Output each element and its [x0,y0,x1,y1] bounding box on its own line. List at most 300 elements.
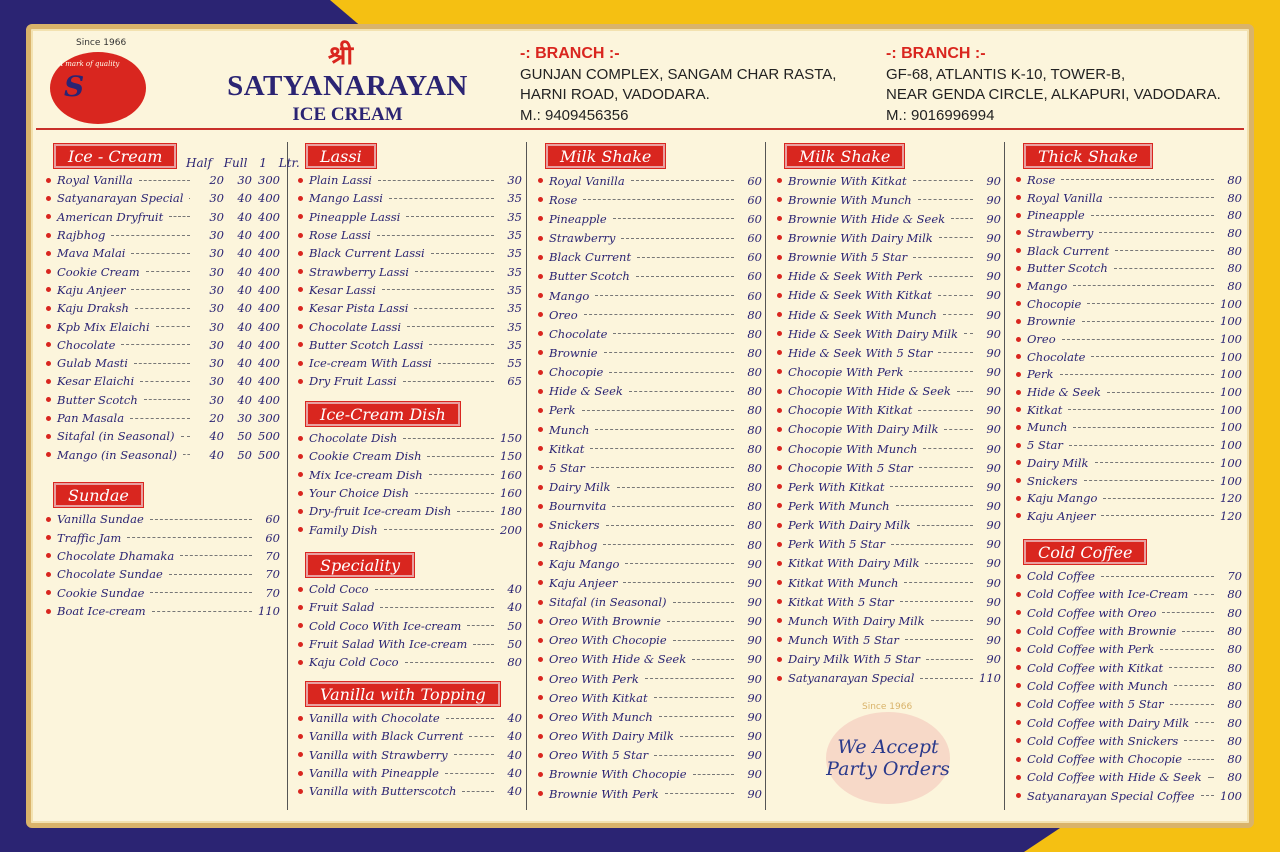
bullet-icon [1016,478,1021,483]
item-price: 30 [209,282,224,297]
item-price: 80 [1227,190,1242,205]
page-subtitle: ICE CREAM [292,104,403,125]
menu-section [292,402,522,539]
dotted-leader [603,544,734,545]
menu-item [1010,383,1242,401]
dotted-leader [923,448,973,449]
menu-section [1010,144,1242,525]
dotted-leader [939,237,973,238]
bullet-icon [538,178,543,183]
column-divider [765,142,766,810]
menu-item [292,281,522,299]
item-name: Kitkat [1027,402,1063,417]
item-price: 80 [747,307,762,322]
menu-item [1010,604,1242,622]
menu-item [532,363,762,382]
item-name: Perk [1027,367,1054,382]
dotted-leader [1195,722,1214,723]
bullet-icon [1016,354,1021,359]
dotted-leader [146,271,190,272]
bullet-icon [777,312,782,317]
menu-item [532,497,762,516]
bullet-icon [777,523,782,528]
bullet-icon [46,342,51,347]
item-price: 40 [507,766,522,781]
menu-item [292,447,522,465]
item-name: Cold Coffee with Munch [1027,678,1169,693]
item-name: Kaju Draksh [57,301,129,316]
item-price: 40 [507,729,522,744]
dotted-leader [667,621,734,622]
menu-item [40,354,280,372]
item-name: Perk With Dairy Milk [788,518,911,533]
menu-item [532,573,762,592]
dotted-leader [929,276,973,277]
menu-item [771,382,1001,401]
item-price: 100 [1220,332,1242,347]
item-prices [196,429,280,443]
menu-item [40,244,280,262]
item-name: Dairy Milk [549,480,611,495]
bullet-icon [538,638,543,643]
menu-item [1010,189,1242,207]
item-name: Cold Coffee with Perk [1027,642,1155,657]
dotted-leader [625,563,734,564]
bullet-icon [538,197,543,202]
bullet-icon [777,503,782,508]
menu-item [1010,366,1242,384]
item-name: Kesar Elaichi [57,374,135,389]
dotted-leader [1095,462,1214,463]
item-price: 60 [747,288,762,303]
menu-section [292,682,522,800]
section-heading: Lassi [306,144,376,168]
item-price: 80 [1227,770,1242,785]
item-price: 40 [237,264,252,279]
item-price: 30 [237,173,252,188]
bullet-icon [538,485,543,490]
menu-item [771,209,1001,228]
dotted-leader [180,555,252,556]
menu-item [292,727,522,745]
item-name: Kaju Anjeer [57,282,126,297]
dotted-leader [1087,303,1214,304]
item-price: 35 [507,264,522,279]
item-name: Oreo With Munch [549,709,653,724]
item-price: 90 [986,537,1001,552]
dotted-leader [617,487,734,488]
dotted-leader [680,736,734,737]
menu-item [771,496,1001,515]
menu-item [532,248,762,267]
item-price: 90 [986,575,1001,590]
branch-address: NEAR GENDA CIRCLE, ALKAPURI, VADODARA. [886,86,1221,103]
dotted-leader [917,525,973,526]
item-price: 90 [747,786,762,801]
item-name: Vanilla with Black Current [309,729,464,744]
menu-item [532,707,762,726]
item-prices [196,301,280,315]
item-name: Brownie With Kitkat [788,173,907,188]
item-price: 90 [986,288,1001,303]
dotted-leader [1107,392,1214,393]
item-price: 30 [209,392,224,407]
bullet-icon [46,178,51,183]
item-price: 80 [747,365,762,380]
bullet-icon [538,465,543,470]
item-price: 35 [507,301,522,316]
section-heading: Thick Shake [1024,144,1152,168]
item-price: 80 [1227,225,1242,240]
menu-item [40,528,280,546]
item-price: 90 [747,729,762,744]
menu-item [771,650,1001,669]
dotted-leader [1084,480,1214,481]
bullet-icon [1016,496,1021,501]
item-price: 100 [1220,314,1242,329]
item-name: Dry Fruit Lassi [309,374,397,389]
bullet-icon [538,427,543,432]
menu-item [1010,436,1242,454]
bullet-icon [298,306,303,311]
item-price: 80 [1227,660,1242,675]
item-price: 80 [747,537,762,552]
menu-item [532,631,762,650]
bullet-icon [298,324,303,329]
menu-item [532,612,762,631]
item-name: 5 Star [1027,438,1063,453]
item-price: 50 [237,429,252,444]
dotted-leader [384,529,494,530]
item-price: 40 [237,228,252,243]
bullet-icon [777,676,782,681]
dotted-leader [919,467,973,468]
dotted-leader [1073,285,1214,286]
item-name: Brownie With Perk [549,786,659,801]
item-prices [196,228,280,242]
item-name: Cold Coffee with Dairy Milk [1027,715,1190,730]
menu-item [532,765,762,784]
bullet-icon [1016,629,1021,634]
dotted-leader [918,410,973,411]
menu-item [1010,330,1242,348]
bullet-icon [538,236,543,241]
menu-item [40,189,280,207]
menu-item [532,190,762,209]
item-price: 40 [237,356,252,371]
item-name: Plain Lassi [309,173,372,188]
bullet-icon [46,452,51,457]
bullet-icon [46,214,51,219]
dotted-leader [406,216,494,217]
menu-item [1010,489,1242,507]
menu-item [292,617,522,635]
menu-item [1010,472,1242,490]
bullet-icon [298,642,303,647]
brand-logo [50,52,146,124]
dotted-leader [909,371,973,372]
item-price: 35 [507,228,522,243]
dotted-leader [604,352,734,353]
item-price: 90 [986,250,1001,265]
party-line-2: Party Orders [826,758,950,780]
item-name: Fruit Salad [309,600,375,615]
item-name: Bournvita [549,499,607,514]
item-price: 80 [1227,172,1242,187]
item-name: Pan Masala [57,411,125,425]
item-price: 90 [986,422,1001,437]
dotted-leader [913,257,973,258]
menu-item [40,510,280,528]
item-price: 20 [209,173,224,188]
item-name: Kesar Pista Lassi [309,301,409,316]
bullet-icon [1016,683,1021,688]
menu-item [1010,622,1242,640]
dotted-leader [1162,612,1214,613]
bullet-icon [1016,177,1021,182]
item-price: 80 [747,480,762,495]
menu-item [771,248,1001,267]
menu-item [532,343,762,362]
menu-section [532,144,762,803]
item-name: Hide & Seek With Perk [788,269,924,284]
bullet-icon [298,269,303,274]
menu-item [292,653,522,671]
item-price: 90 [986,307,1001,322]
bullet-icon [1016,647,1021,652]
party-line-1: We Accept [837,736,939,758]
dotted-leader [382,289,494,290]
menu-item [40,427,280,445]
item-price: 40 [237,319,252,334]
dotted-leader [665,793,734,794]
dotted-leader [1160,649,1214,650]
item-name: Satyanarayan Special [788,671,915,686]
menu-item [40,602,280,620]
item-price: 90 [986,613,1001,628]
item-price: 40 [507,711,522,726]
bullet-icon [298,178,303,183]
item-price: 100 [1220,473,1242,488]
menu-item [292,764,522,782]
bullet-icon [1016,407,1021,412]
item-price: 50 [237,447,252,462]
bullet-icon [46,517,51,522]
bullet-icon [1016,230,1021,235]
item-price: 30 [209,264,224,279]
bullet-icon [46,361,51,366]
dotted-leader [591,467,734,468]
item-price: 30 [209,191,224,206]
item-name: Traffic Jam [57,530,122,545]
dotted-leader [169,216,190,217]
item-name: Kesar Lassi [309,282,376,297]
item-name: Strawberry [1027,225,1094,240]
bullet-icon [538,331,543,336]
item-name: Dairy Milk With 5 Star [788,652,920,667]
item-price: 400 [258,228,280,243]
item-price: 90 [986,594,1001,609]
item-name: Brownie With Munch [788,192,912,207]
bullet-icon [538,255,543,260]
bullet-icon [46,609,51,614]
item-price: 90 [986,652,1001,667]
bullet-icon [298,251,303,256]
dotted-leader [389,198,494,199]
menu-item [40,445,280,463]
bullet-icon [538,542,543,547]
menu-item [292,262,522,280]
item-prices [196,338,280,352]
menu-item [532,727,762,746]
item-price: 90 [986,460,1001,475]
item-price: 90 [986,230,1001,245]
menu-item [40,208,280,226]
bullet-icon [538,504,543,509]
item-name: Munch [1027,420,1068,435]
item-name: Oreo With Dairy Milk [549,729,674,744]
dotted-leader [469,736,494,737]
since-label: Since 1966 [76,38,127,48]
price-columns-header: Half Full 1 Ltr. [186,156,300,170]
dotted-leader [375,589,494,590]
dotted-leader [135,308,190,309]
item-name: Ice-cream With Lassi [309,356,432,371]
item-price: 80 [1227,678,1242,693]
dotted-leader [659,716,734,717]
dotted-leader [1184,740,1214,741]
item-name: Cold Coffee with Snickers [1027,733,1179,748]
menu-item [1010,401,1242,419]
dotted-leader [429,474,494,475]
bullet-icon [46,434,51,439]
menu-item [771,592,1001,611]
bullet-icon [1016,283,1021,288]
menu-item [1010,732,1242,750]
item-price: 100 [1220,367,1242,382]
item-name: Cold Coffee with Brownie [1027,624,1177,639]
item-price: 60 [747,250,762,265]
item-price: 90 [986,556,1001,571]
bullet-icon [1016,720,1021,725]
bullet-icon [298,716,303,721]
item-name: Hide & Seek [549,384,623,399]
item-name: Mava Malai [57,246,126,261]
item-name: Perk With Kitkat [788,479,885,494]
item-name: Chocopie With Perk [788,364,904,379]
item-price: 400 [258,392,280,407]
dotted-leader [378,180,494,181]
dotted-leader [377,235,494,236]
item-price: 400 [258,246,280,261]
dotted-leader [1114,268,1214,269]
item-price: 200 [500,522,522,537]
menu-section [40,483,280,620]
item-price: 400 [258,191,280,206]
item-price: 100 [1220,349,1242,364]
item-price: 160 [500,486,522,501]
item-prices [196,265,280,279]
dotted-leader [692,659,734,660]
item-price: 90 [747,575,762,590]
item-name: Pineapple [549,211,607,226]
menu-item [40,262,280,280]
dotted-leader [127,537,252,538]
menu-item [771,458,1001,477]
bullet-icon [538,791,543,796]
menu-item [1010,454,1242,472]
shree-symbol: श्री [328,41,354,71]
bullet-icon [1016,775,1021,780]
bullet-icon [1016,610,1021,615]
item-price: 30 [209,228,224,243]
bullet-icon [538,446,543,451]
item-price: 80 [1227,752,1242,767]
dotted-leader [445,773,494,774]
item-name: Chocopie With 5 Star [788,460,913,475]
item-price: 120 [1220,508,1242,523]
bullet-icon [1016,513,1021,518]
item-price: 400 [258,264,280,279]
bullet-icon [1016,592,1021,597]
menu-item [532,267,762,286]
item-name: Sitafal (in Seasonal) [549,595,667,610]
dotted-leader [595,429,734,430]
bullet-icon [298,771,303,776]
menu-item [292,782,522,800]
bullet-icon [777,580,782,585]
item-price: 80 [1227,587,1242,602]
item-price: 80 [747,499,762,514]
menu-item [1010,242,1242,260]
item-prices [196,283,280,297]
item-price: 90 [986,364,1001,379]
dotted-leader [582,410,735,411]
bullet-icon [46,233,51,238]
item-price: 80 [1227,278,1242,293]
menu-item [292,520,522,538]
item-name: Mango Lassi [309,191,383,206]
item-name: Oreo [549,307,578,322]
item-price: 90 [986,632,1001,647]
dotted-leader [925,563,973,564]
bullet-icon [777,408,782,413]
item-name: Your Choice Dish [309,486,409,501]
item-price: 35 [507,209,522,224]
item-price: 40 [507,600,522,615]
bullet-icon [777,427,782,432]
branch-phone: M.: 9409456356 [520,106,629,124]
menu-item [771,611,1001,630]
menu-item [292,580,522,598]
bullet-icon [298,379,303,384]
dotted-leader [131,289,190,290]
item-price: 100 [1220,788,1242,803]
item-price: 80 [1227,697,1242,712]
item-price: 400 [258,301,280,316]
dotted-leader [926,659,973,660]
item-prices [196,210,280,224]
dotted-leader [150,592,252,593]
item-name: Hide & Seek With Kitkat [788,288,932,303]
bullet-icon [46,590,51,595]
item-name: Cookie Cream Dish [309,449,422,464]
bullet-icon [538,216,543,221]
menu-section [292,144,522,391]
menu-item [1010,567,1242,585]
dotted-leader [590,448,734,449]
menu-item [771,286,1001,305]
